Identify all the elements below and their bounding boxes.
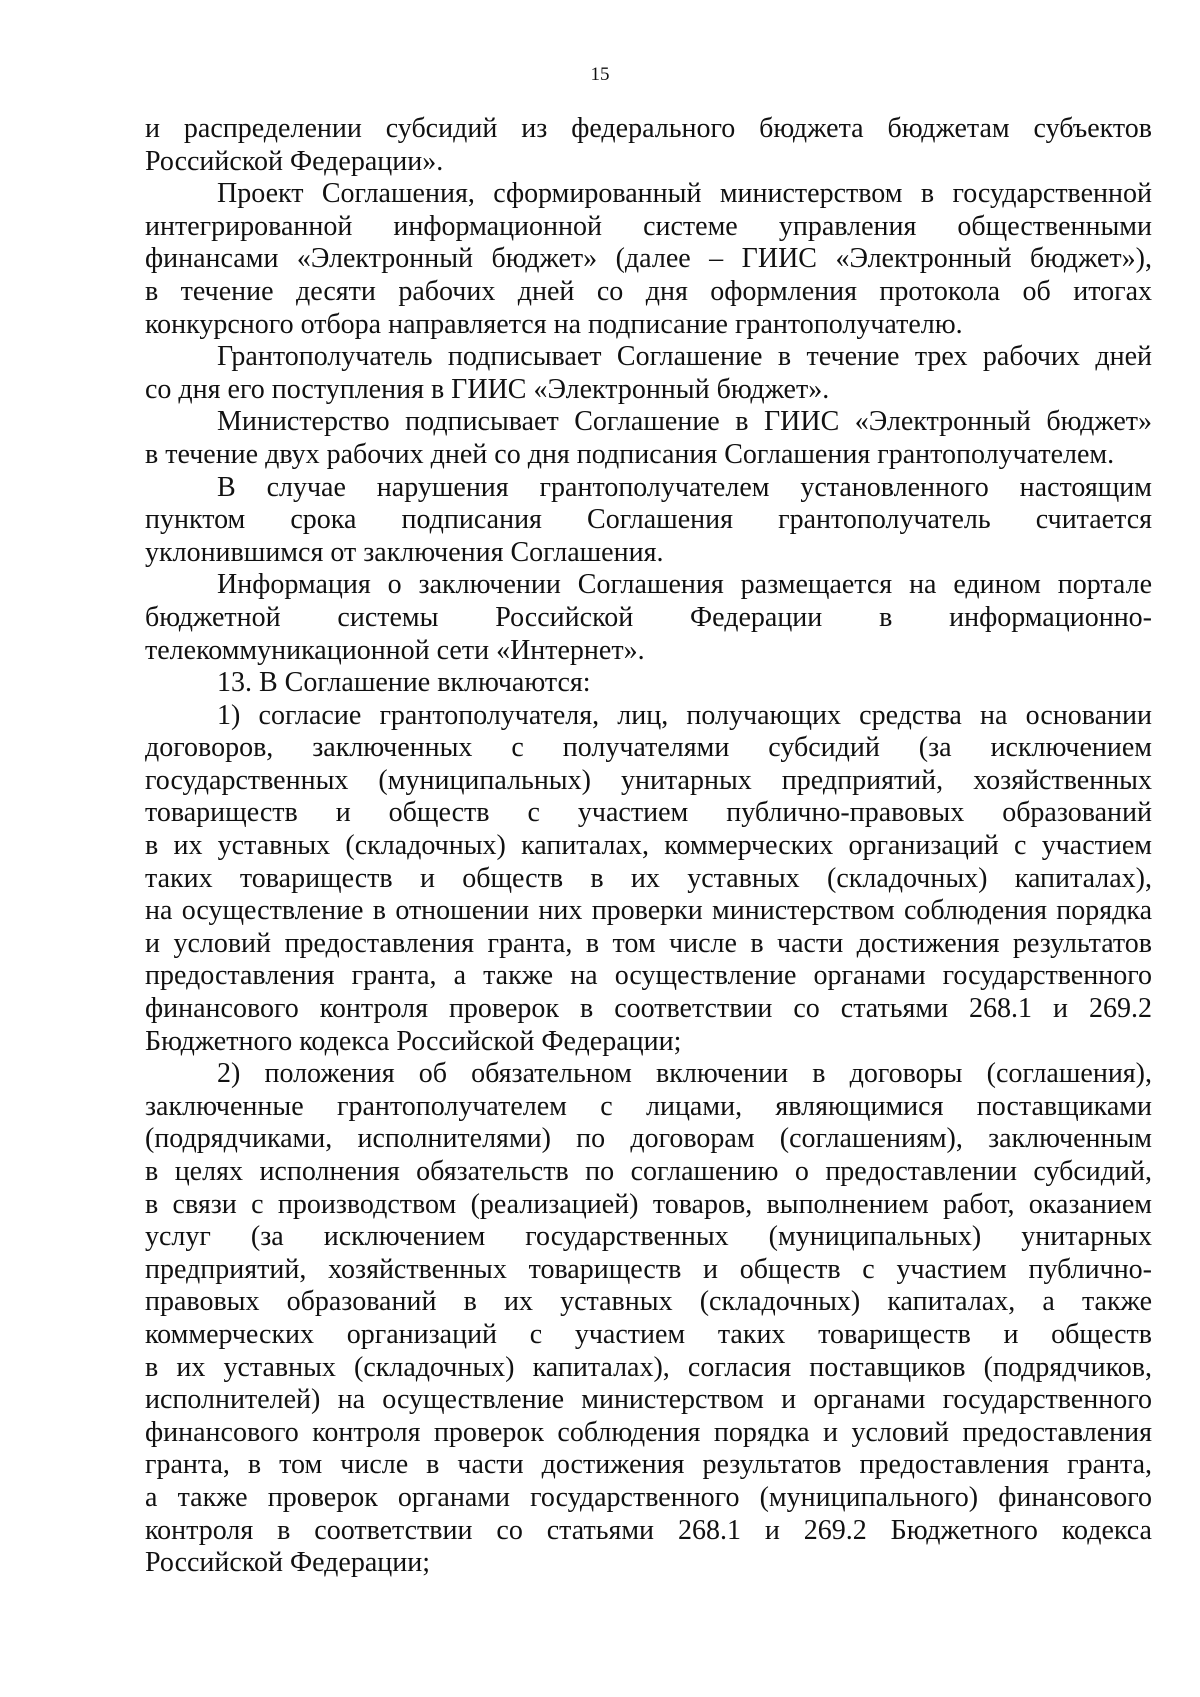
text-line: (подрядчиками, исполнителями) по договорам (соглашениям), заключенным xyxy=(145,1123,1152,1155)
text-line: в течение десяти рабочих дней со дня оформления протокола об итогах xyxy=(145,275,1152,307)
text-line: на осуществление в отношении них проверки министерством соблюдения порядка xyxy=(145,895,1152,927)
text-line: и распределении субсидий из федерального бюджета бюджетам субъектов xyxy=(145,113,1152,144)
text-line: таких товариществ и обществ в их уставных (складочных) капиталах), xyxy=(145,862,1152,894)
text-line: исполнителей) на осуществление министерством и органами государственного xyxy=(145,1384,1152,1416)
text-line: контроля в соответствии со статьями 268.1 и 269.2 Бюджетного кодекса xyxy=(145,1514,1152,1546)
text-line: в их уставных (складочных) капиталах), согласия поставщиков (подрядчиков, xyxy=(145,1351,1152,1383)
text-line: телекоммуникационной сети «Интернет». xyxy=(145,634,645,666)
text-line: предприятий, хозяйственных товариществ и обществ с участием публично- xyxy=(145,1253,1152,1285)
text-line: уклонившимся от заключения Соглашения. xyxy=(145,536,664,568)
text-line: Министерство подписывает Соглашение в ГИИС «Электронный бюджет» xyxy=(217,406,1152,438)
text-line: Российской Федерации». xyxy=(145,145,444,177)
text-line: договоров, заключенных с получателями субсидий (за исключением xyxy=(145,732,1152,764)
text-line: интегрированной информационной системе управления общественными xyxy=(145,210,1152,242)
text-line: Информация о заключении Соглашения размещается на едином портале xyxy=(217,569,1152,601)
text-line: государственных (муниципальных) унитарных предприятий, хозяйственных xyxy=(145,764,1152,796)
text-line: коммерческих организаций с участием таких товариществ и обществ xyxy=(145,1318,1152,1350)
text-line: в целях исполнения обязательств по соглашению о предоставлении субсидий, xyxy=(145,1156,1152,1187)
text-line: 2) положения об обязательном включении в договоры (соглашения), xyxy=(217,1058,1152,1090)
text-line: товариществ и обществ с участием публично-правовых образований xyxy=(145,797,1152,829)
text-line: пунктом срока подписания Соглашения грантополучатель считается xyxy=(145,504,1152,536)
text-line: 13. В Соглашение включаются: xyxy=(217,667,591,699)
text-line: со дня его поступления в ГИИС «Электронный бюджет». xyxy=(145,373,830,405)
text-line: Российской Федерации; xyxy=(145,1547,431,1579)
text-line: Проект Соглашения, сформированный министерством в государственной xyxy=(217,178,1152,210)
text-line: финансового контроля проверок соблюдения порядка и условий предоставления xyxy=(145,1416,1152,1448)
text-line: Бюджетного кодекса Российской Федерации; xyxy=(145,1025,682,1057)
text-line: предоставления гранта, а также на осуществление органами государственного xyxy=(145,960,1152,992)
document-body xyxy=(145,113,1152,1580)
text-line: гранта, в том числе в части достижения результатов предоставления гранта, xyxy=(145,1449,1152,1481)
text-line: конкурсного отбора направляется на подписание грантополучателю. xyxy=(145,308,963,340)
text-line: и условий предоставления гранта, в том числе в части достижения результатов xyxy=(145,927,1152,959)
text-line: а также проверок органами государственного (муниципального) финансового xyxy=(145,1481,1152,1513)
text-line: В случае нарушения грантополучателем установленного настоящим xyxy=(217,471,1152,503)
text-line: в течение двух рабочих дней со дня подписания Соглашения грантополучателем. xyxy=(145,438,1115,470)
text-line: в связи с производством (реализацией) товаров, выполнением работ, оказанием xyxy=(145,1188,1152,1220)
page-number: 15 xyxy=(590,64,610,85)
text-line: бюджетной системы Российской Федерации в информационно- xyxy=(145,601,1152,633)
text-line: правовых образований в их уставных (складочных) капиталах, а также xyxy=(145,1286,1152,1318)
text-line: заключенные грантополучателем с лицами, являющимися поставщиками xyxy=(145,1090,1152,1122)
text-line: 1) согласие грантополучателя, лиц, получающих средства на основании xyxy=(217,699,1152,731)
text-line: финансового контроля проверок в соответствии со статьями 268.1 и 269.2 xyxy=(145,993,1152,1025)
text-line: Грантополучатель подписывает Соглашение в течение трех рабочих дней xyxy=(217,341,1152,373)
text-line: услуг (за исключением государственных (муниципальных) унитарных xyxy=(145,1221,1152,1253)
text-line: финансами «Электронный бюджет» (далее – ГИИС «Электронный бюджет»), xyxy=(145,243,1152,275)
text-line: в их уставных (складочных) капиталах, коммерческих организаций с участием xyxy=(145,830,1152,862)
